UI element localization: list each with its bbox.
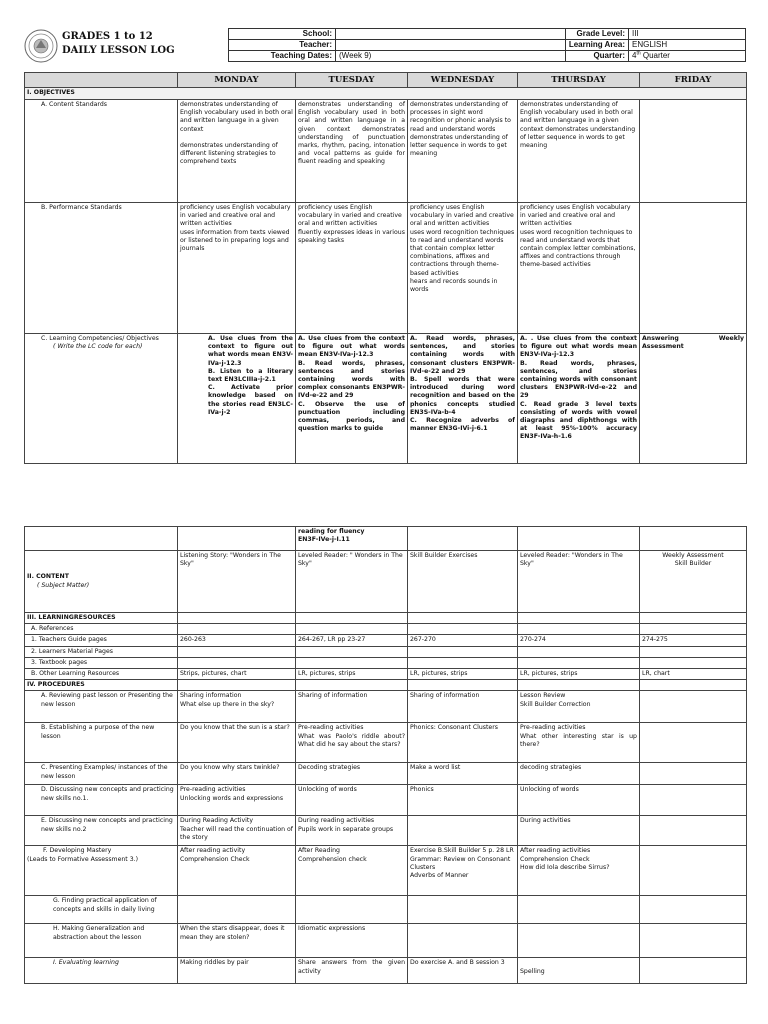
proc-i-label: I. Evaluating learning [25, 958, 178, 984]
procedures-friday [640, 680, 747, 691]
proc-h-tuesday: Idiomatic expressions [296, 924, 408, 958]
references-tuesday [296, 624, 408, 635]
proc-a-friday [640, 691, 747, 723]
competencies-label: C. Learning Competencies/ Objectives [41, 335, 159, 342]
learners-material-wednesday [408, 646, 518, 657]
objectives-table [24, 72, 747, 464]
learners-material-tuesday [296, 646, 408, 657]
procedures-monday [178, 680, 296, 691]
teachers-guide-wednesday: 267-270 [408, 635, 518, 646]
log-title-line1: GRADES 1 to 12 [62, 31, 153, 42]
proc-f-monday: After reading activity Comprehension Check [178, 846, 296, 896]
teachers-guide-thursday: 270-274 [518, 635, 640, 646]
proc-h-friday [640, 924, 747, 958]
proc-a-tuesday: Sharing of information [296, 691, 408, 723]
references-thursday [518, 624, 640, 635]
teacher-field[interactable] [336, 40, 566, 51]
references-monday [178, 624, 296, 635]
resources-label: III. LEARNINGRESOURCES [25, 613, 178, 624]
proc-e-tuesday: During reading activities Pupils work in separate groups [296, 816, 408, 846]
content-sublabel: ( Subject Matter) [37, 581, 90, 589]
proc-f-friday [640, 846, 747, 896]
textbook-thursday [518, 657, 640, 668]
proc-e-friday [640, 816, 747, 846]
proc-a-wednesday: Sharing of information [408, 691, 518, 723]
day-friday: FRIDAY [640, 73, 747, 88]
resources-wednesday [408, 613, 518, 624]
performance-standards-label: B. Performance Standards [25, 203, 178, 334]
teachers-guide-monday: 260-263 [178, 635, 296, 646]
continuation-monday [178, 527, 296, 551]
proc-f-label: F. Developing Mastery [43, 847, 112, 855]
content-standards-label: A. Content Standards [25, 100, 178, 203]
proc-h-label: H. Making Generalization and abstraction about the lesson [25, 924, 178, 958]
grade-field[interactable]: III [629, 29, 746, 40]
learners-material-monday [178, 646, 296, 657]
deped-seal-icon [24, 29, 58, 63]
proc-c-thursday: decoding strategies [518, 763, 640, 785]
quarter-label: Quarter: [565, 51, 628, 62]
day-monday: MONDAY [178, 73, 296, 88]
content-wednesday: Skill Builder Exercises [408, 551, 518, 613]
resources-tuesday [296, 613, 408, 624]
other-resources-thursday: LR, pictures, strips [518, 669, 640, 680]
proc-g-monday [178, 896, 296, 924]
procedures-label: IV. PROCEDURES [25, 680, 178, 691]
proc-a-label: A. Reviewing past lesson or Presenting the new lesson [25, 691, 178, 723]
content-standards-monday [178, 100, 296, 203]
proc-f-wednesday: Exercise B.Skill Builder 5 p. 28 LR Grammar: Review on Consonant Clusters Adverbs of Manner [408, 846, 518, 896]
log-title-line2: DAILY LESSON LOG [62, 45, 175, 56]
competencies-friday: Answering Weekly Assessment [640, 334, 747, 464]
proc-i-thursday: Spelling [518, 958, 640, 984]
area-label: Learning Area: [565, 40, 628, 51]
proc-h-wednesday [408, 924, 518, 958]
other-resources-monday: Strips, pictures, chart [178, 669, 296, 680]
proc-f-sublabel: (Leads to Formative Assessment 3.) [27, 855, 139, 863]
school-field[interactable] [336, 29, 566, 40]
textbook-friday [640, 657, 747, 668]
proc-c-tuesday: Decoding strategies [296, 763, 408, 785]
dates-field[interactable]: (Week 9) [336, 51, 566, 62]
day-thursday: THURSDAY [518, 73, 640, 88]
proc-i-friday [640, 958, 747, 984]
proc-c-friday [640, 763, 747, 785]
competencies-note: ( Write the LC code for each) [53, 343, 143, 351]
competencies-thursday: A. . Use clues from the context to figure out what words mean EN3V-IVa-j-12.3 B. Read words, phrases, sentences, and stories containing words with consonant clusters EN3PWR-IVd-e-22 and 29 C. Read grade 3 level texts consisting of words with vowel diagraphs and diphthongs with at least 95%-100% accuracy EN3F-IVa-h-1.6 [518, 334, 640, 464]
proc-e-thursday: During activities [518, 816, 640, 846]
proc-b-thursday: Pre-reading activities What other interesting star is up there? [518, 723, 640, 763]
references-wednesday [408, 624, 518, 635]
references-label: A. References [25, 624, 178, 635]
proc-b-label: B. Establishing a purpose of the new lesson [25, 723, 178, 763]
learners-material-friday [640, 646, 747, 657]
other-resources-friday: LR, chart [640, 669, 747, 680]
other-resources-label: B. Other Learning Resources [25, 669, 178, 680]
resources-friday [640, 613, 747, 624]
header [22, 28, 746, 66]
header-info-table [228, 28, 746, 62]
proc-g-tuesday [296, 896, 408, 924]
grade-label: Grade Level: [565, 29, 628, 40]
header-blank-cell [25, 73, 178, 88]
proc-g-wednesday [408, 896, 518, 924]
proc-e-monday: During Reading Activity Teacher will read the continuation of the story [178, 816, 296, 846]
references-friday [640, 624, 747, 635]
proc-b-wednesday: Phonics: Consonant Clusters [408, 723, 518, 763]
procedures-wednesday [408, 680, 518, 691]
competencies-tuesday: A. Use clues from the context to figure out what words mean EN3V-IVa-j-12.3 B. Read words, phrases, sentences and stories containing words with complex consonants EN3PWR-IVd-e-22 and 29 C. Observe the use of punctuation including commas, periods, and question marks to guide [296, 334, 408, 464]
teacher-label: Teacher: [229, 40, 336, 51]
continuation-tuesday: reading for fluency EN3F-IVe-j-I.11 [296, 527, 408, 551]
performance-standards-friday [640, 203, 747, 334]
school-label: School: [229, 29, 336, 40]
proc-b-friday [640, 723, 747, 763]
continuation-label [25, 527, 178, 551]
learners-material-label: 2. Learners Material Pages [25, 646, 178, 657]
proc-c-monday: Do you know why stars twinkle? [178, 763, 296, 785]
textbook-monday [178, 657, 296, 668]
proc-c-label: C. Presenting Examples/ instances of the new lesson [25, 763, 178, 785]
log-title [62, 30, 222, 64]
competencies-monday: A. Use clues from the context to figure out what words mean EN3V-IVa-j-12.3 B. Listen to a literary text EN3LCIIIa-j-2.1 C. Activate prior knowledge based on the stories read EN3LC-IVa-j-2 [178, 334, 296, 464]
learners-material-thursday [518, 646, 640, 657]
continuation-friday [640, 527, 747, 551]
quarter-word: Quarter [640, 51, 670, 60]
performance-standards-wednesday: proficiency uses English vocabulary in varied and creative oral and written activities uses word recognition techniques to read and understand words that contain complex letter combinations, affixes and contractions through theme-based activities hears and records sounds in words [408, 203, 518, 334]
proc-c-wednesday: Make a word list [408, 763, 518, 785]
area-field[interactable]: ENGLISH [629, 40, 746, 51]
competencies-label-cell [25, 334, 178, 464]
teachers-guide-tuesday: 264-267, LR pp 23-27 [296, 635, 408, 646]
proc-g-thursday [518, 896, 640, 924]
content-standards-thursday: demonstrates understanding of English vocabulary used in both oral and written language in a given context demonstrates understanding of letter sequence in words to get meaning [518, 100, 640, 203]
content-standards-monday-text1: demonstrates understanding of English vocabulary used in both oral and written language in a given context [180, 101, 293, 133]
other-resources-tuesday: LR, pictures, strips [296, 669, 408, 680]
content-standards-monday-text2: demonstrates understanding of different listening strategies to comprehend texts [180, 141, 278, 166]
textbook-tuesday [296, 657, 408, 668]
proc-d-wednesday: Phonics [408, 785, 518, 816]
proc-f-label-cell [25, 846, 178, 896]
procedures-thursday [518, 680, 640, 691]
proc-h-monday: When the stars disappear, does it mean they are stolen? [178, 924, 296, 958]
content-standards-tuesday: demonstrates understanding of English vocabulary used in both oral and written language in a given context demonstrates understanding of punctuation marks, rhythm, pacing, intonation and vocal patterns as guide for fluent reading and speaking [296, 100, 408, 203]
proc-i-wednesday: Do exercise A. and B session 3 [408, 958, 518, 984]
content-thursday: Leveled Reader: "Wonders in The Sky" [518, 551, 640, 613]
procedures-tuesday [296, 680, 408, 691]
content-label: II. CONTENT [27, 573, 69, 581]
content-monday: Listening Story: "Wonders in The Sky" [178, 551, 296, 613]
textbook-wednesday [408, 657, 518, 668]
proc-b-tuesday: Pre-reading activities What was Paolo's riddle about? What did he say about the stars? [296, 723, 408, 763]
resources-monday [178, 613, 296, 624]
proc-e-label: E. Discussing new concepts and practicing new skills no.2 [25, 816, 178, 846]
dates-label: Teaching Dates: [229, 51, 336, 62]
content-friday: Weekly Assessment Skill Builder [640, 551, 747, 613]
quarter-suffix-sup: th [636, 50, 641, 57]
proc-d-thursday: Unlocking of words [518, 785, 640, 816]
content-standards-wednesday: demonstrates understanding of processes in sight word recognition or phonic analysis to read and understand words demonstrates understanding of letter sequence in words to get meaning [408, 100, 518, 203]
performance-standards-monday: proficiency uses English vocabulary in varied and creative oral and written activities uses information from texts viewed or listened to in preparing logs and journals [178, 203, 296, 334]
continuation-wednesday [408, 527, 518, 551]
day-tuesday: TUESDAY [296, 73, 408, 88]
proc-a-monday: Sharing information What else up there in the sky? [178, 691, 296, 723]
proc-b-monday: Do you know that the sun is a star? [178, 723, 296, 763]
proc-d-tuesday: Unlocking of words [296, 785, 408, 816]
resources-thursday [518, 613, 640, 624]
performance-standards-tuesday: proficiency uses English vocabulary in varied and creative oral and written activities fluently expresses ideas in various speaking tasks [296, 203, 408, 334]
other-resources-wednesday: LR, pictures, strips [408, 669, 518, 680]
proc-i-tuesday: Share answers from the given activity [296, 958, 408, 984]
proc-g-label: G. Finding practical application of concepts and skills in daily living [25, 896, 178, 924]
day-wednesday: WEDNESDAY [408, 73, 518, 88]
textbook-label: 3. Textbook pages [25, 657, 178, 668]
content-procedures-table [24, 526, 747, 984]
performance-standards-thursday: proficiency uses English vocabulary in varied and creative oral and written activities uses word recognition techniques to read and understand words that contain complex letter combinations, affixes and contractions through theme-based activities [518, 203, 640, 334]
quarter-field[interactable] [629, 51, 746, 62]
proc-i-monday: Making riddles by pair [178, 958, 296, 984]
objectives-section-label: I. OBJECTIVES [25, 88, 747, 100]
proc-e-wednesday [408, 816, 518, 846]
teachers-guide-label: 1. Teachers Guide pages [25, 635, 178, 646]
proc-d-monday: Pre-reading activities Unlocking words and expressions [178, 785, 296, 816]
proc-f-tuesday: After Reading Comprehension check [296, 846, 408, 896]
proc-f-thursday: After reading activities Comprehension Check How did Iola describe Sirrus? [518, 846, 640, 896]
proc-d-label: D. Discussing new concepts and practicing new skills no.1. [25, 785, 178, 816]
quarter-number: 4 [632, 51, 637, 60]
content-standards-friday [640, 100, 747, 203]
proc-h-thursday [518, 924, 640, 958]
teachers-guide-friday: 274-275 [640, 635, 747, 646]
proc-a-thursday: Lesson Review Skill Builder Correction [518, 691, 640, 723]
continuation-thursday [518, 527, 640, 551]
content-tuesday: Leveled Reader: " Wonders in The Sky" [296, 551, 408, 613]
content-label-cell [25, 551, 178, 613]
proc-d-friday [640, 785, 747, 816]
competencies-wednesday: A. Read words, phrases, sentences, and stories containing words with consonant clusters EN3PWR-IVd-e-22 and 29 B. Spell words that were introduced during word recognition and based on the phonics concepts studied EN3S-IVa-b-4 C. Recognize adverbs of manner EN3G-IVi-j-6.1 [408, 334, 518, 464]
proc-g-friday [640, 896, 747, 924]
